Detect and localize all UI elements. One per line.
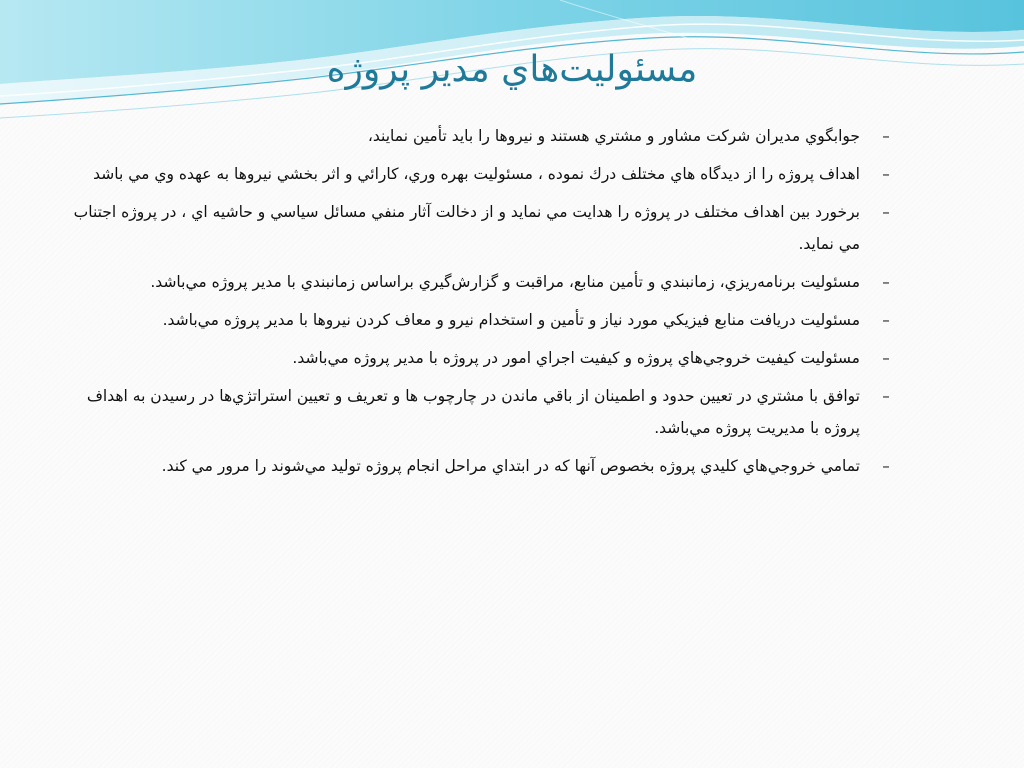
bullet-text: مسئوليت دريافت منابع فيزيكي مورد نياز و تأمين و استخدام نيرو و معاف كردن نيروها با مدير پروژه مي‌باشد. xyxy=(162,311,860,329)
dash-bullet-icon: – xyxy=(882,387,890,405)
page-title: مسئوليت‌هاي مدير پروژه xyxy=(326,49,698,90)
list-item xyxy=(66,266,896,298)
list-item xyxy=(66,304,896,336)
dash-bullet-icon: – xyxy=(882,273,890,291)
bullet-text: تمامي خروجي‌هاي كليدي پروژه بخصوص آنها كه در ابتداي مراحل انجام پروژه توليد مي‌شوند را مرور مي كند. xyxy=(161,457,860,475)
list-item xyxy=(66,120,896,152)
list-item xyxy=(66,158,896,190)
list-item xyxy=(66,342,896,374)
bullet-text: اهداف پروژه را از ديدگاه هاي مختلف درك نموده ، مسئوليت بهره وري، كارائي و اثر بخشي نيروها به عهده وي مي باشد xyxy=(93,165,860,183)
list-item xyxy=(66,196,896,260)
dash-bullet-icon: – xyxy=(882,349,890,367)
dash-bullet-icon: – xyxy=(882,203,890,221)
bullet-text: جوابگوي مديران شركت مشاور و مشتري هستند و نيروها را بايد تأمين نمايند، xyxy=(367,127,860,145)
list-item xyxy=(66,450,896,482)
dash-bullet-icon: – xyxy=(882,127,890,145)
dash-bullet-icon: – xyxy=(882,165,890,183)
bullet-text: مسئوليت برنامه‌ريزي، زمانبندي و تأمين منابع، مراقبت و گزارش‌گيري براساس زمانبندي با مدير پروژه مي‌باشد. xyxy=(150,273,860,291)
dash-bullet-icon: – xyxy=(882,311,890,329)
bullet-text: برخورد بين اهداف مختلف در پروژه را هدايت مي نمايد و از دخالت آثار منفي مسائل سياسي و حاشيه اي ، در پروژه اجتناب مي نمايد. xyxy=(73,203,860,253)
list-item xyxy=(66,380,896,444)
bullet-text: توافق با مشتري در تعيين حدود و اطمينان از باقي ماندن در چارچوب ها و تعريف و تعيين استراتژي‌ها در رسيدن به اهداف پروژه با مديريت پروژه مي‌باشد. xyxy=(86,387,860,437)
dash-bullet-icon: – xyxy=(882,457,890,475)
bullet-list xyxy=(66,120,896,650)
bullet-text: مسئوليت كيفيت خروجي‌هاي پروژه و كيفيت اجراي امور در پروژه با مدير پروژه مي‌باشد. xyxy=(292,349,860,367)
